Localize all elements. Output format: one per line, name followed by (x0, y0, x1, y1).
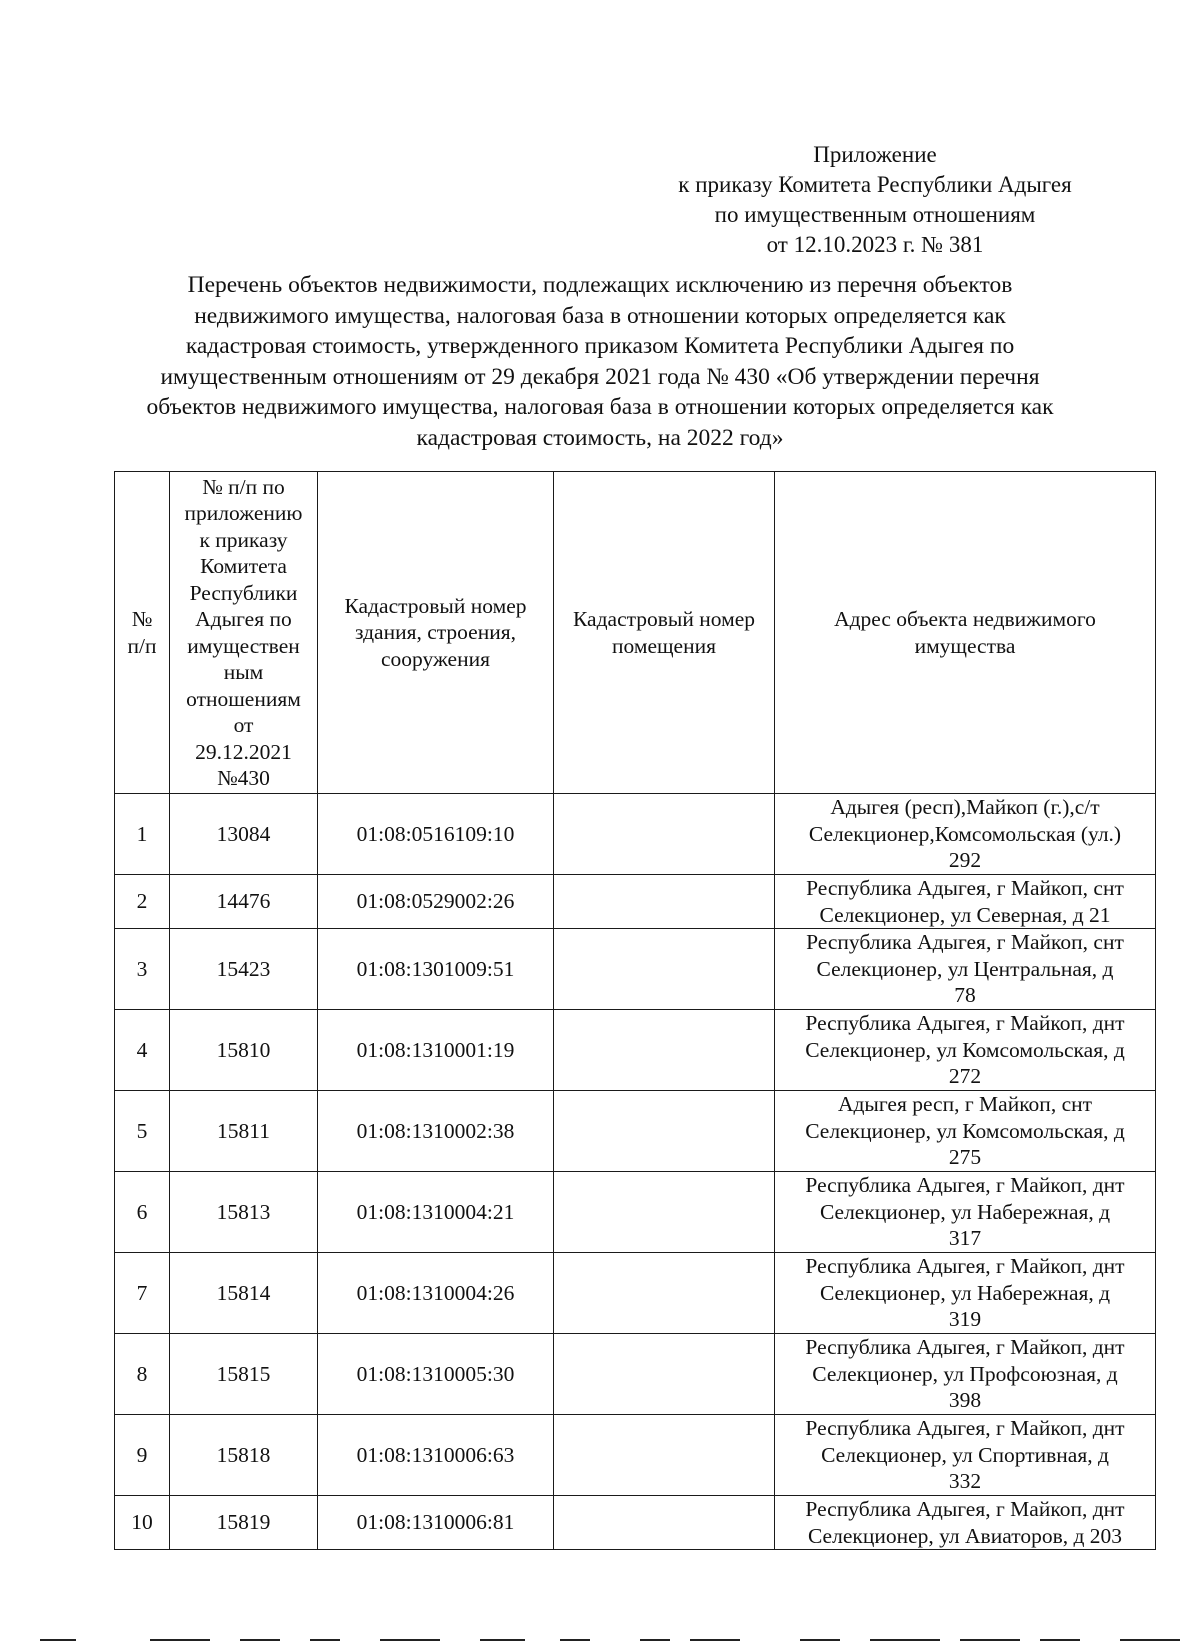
header-text: Республики (189, 580, 298, 605)
table-row (115, 875, 1156, 929)
cell-num: 5 (115, 1091, 170, 1172)
cell-ref: 15811 (170, 1091, 318, 1172)
header-text: здания, строения, (354, 620, 517, 645)
cell-address: Адыгея респ, г Майкоп, снт Селекционер, ул Комсомольская, д 275 (775, 1091, 1156, 1172)
scan-footer-marks (40, 1639, 1180, 1642)
cell-num: 3 (115, 929, 170, 1010)
cell-ref: 15810 (170, 1010, 318, 1091)
cell-building-cadastral: 01:08:1310004:21 (318, 1172, 554, 1253)
cell-ref: 15818 (170, 1415, 318, 1496)
header-text: ным (223, 660, 264, 684)
header-text: к приказу (199, 527, 288, 552)
table-row (115, 1496, 1156, 1550)
cell-address: Республика Адыгея, г Майкоп, снт Селекционер, ул Северная, д 21 (775, 875, 1156, 929)
cell-premises-cadastral (554, 1253, 775, 1334)
cell-address: Республика Адыгея, г Майкоп, днт Селекционер, ул Набережная, д 319 (775, 1253, 1156, 1334)
cell-ref: 15814 (170, 1253, 318, 1334)
table-body (115, 794, 1156, 1550)
cell-num: 6 (115, 1172, 170, 1253)
header-premises-cadastral (554, 472, 775, 794)
property-table (114, 471, 1156, 1550)
appendix-header (640, 140, 1110, 260)
cell-building-cadastral: 01:08:0529002:26 (318, 875, 554, 929)
title-line: недвижимого имущества, налоговая база в отношении которых определяется как (194, 302, 1006, 329)
header-text: п/п (127, 633, 157, 658)
cell-address: Адыгея (респ),Майкоп (г.),с/т Селекционер,Комсомольская (ул.) 292 (775, 794, 1156, 875)
scan-mark (380, 1639, 440, 1641)
header-text: Кадастровый номер (344, 593, 527, 618)
scan-mark (800, 1639, 840, 1641)
header-num (115, 472, 170, 794)
header-building-cadastral (318, 472, 554, 794)
scan-mark (690, 1639, 740, 1641)
scan-mark (150, 1639, 210, 1641)
cell-ref: 15819 (170, 1496, 318, 1550)
cell-num: 4 (115, 1010, 170, 1091)
header-text: Адрес объекта недвижимого (834, 607, 1096, 631)
header-text: Комитета (200, 554, 287, 578)
appendix-line: Приложение (813, 142, 937, 167)
scan-mark (640, 1639, 670, 1641)
title-line: Перечень объектов недвижимости, подлежащих исключению из перечня объектов (187, 272, 1013, 298)
cell-address: Республика Адыгея, г Майкоп, снт Селекционер, ул Центральная, д 78 (775, 929, 1156, 1010)
table-row (115, 1253, 1156, 1334)
title-line: объектов недвижимого имущества, налоговая база в отношении которых определяется как (146, 394, 1054, 420)
header-text: отношениям (186, 686, 301, 711)
cell-address: Республика Адыгея, г Майкоп, днт Селекционер, ул Набережная, д 317 (775, 1172, 1156, 1253)
header-text: помещения (612, 633, 716, 658)
title-line: кадастровая стоимость, утвержденного приказом Комитета Республики Адыгея по (185, 333, 1015, 359)
cell-premises-cadastral (554, 1091, 775, 1172)
cell-ref: 15813 (170, 1172, 318, 1253)
cell-building-cadastral: 01:08:1310005:30 (318, 1334, 554, 1415)
cell-address: Республика Адыгея, г Майкоп, днт Селекционер, ул Комсомольская, д 272 (775, 1010, 1156, 1091)
cell-building-cadastral: 01:08:1310006:81 (318, 1496, 554, 1550)
cell-premises-cadastral (554, 1172, 775, 1253)
scan-mark (960, 1639, 1020, 1641)
header-text: приложению (184, 501, 303, 525)
table-row (115, 929, 1156, 1010)
header-text: № п/п по (202, 474, 285, 499)
appendix-line: по имущественным отношениям (714, 202, 1036, 227)
table-row (115, 1010, 1156, 1091)
cell-premises-cadastral (554, 929, 775, 1010)
header-text: имущества (914, 633, 1016, 658)
cell-building-cadastral: 01:08:1310006:63 (318, 1415, 554, 1496)
header-address (775, 472, 1156, 794)
cell-building-cadastral: 01:08:1310002:38 (318, 1091, 554, 1172)
title-line: имущественным отношениям от 29 декабря 2021 года № 430 «Об утверждении перечня (160, 363, 1040, 390)
cell-address: Республика Адыгея, г Майкоп, днт Селекционер, ул Авиаторов, д 203 (775, 1496, 1156, 1550)
cell-building-cadastral: 01:08:0516109:10 (318, 794, 554, 875)
header-text: сооружения (381, 646, 490, 671)
table-row (115, 1415, 1156, 1496)
header-text: № (131, 607, 153, 631)
cell-num: 10 (115, 1496, 170, 1550)
header-text: от (233, 713, 254, 737)
scan-mark (870, 1639, 940, 1641)
cell-num: 1 (115, 794, 170, 875)
cell-num: 2 (115, 875, 170, 929)
cell-premises-cadastral (554, 875, 775, 929)
cell-premises-cadastral (554, 1415, 775, 1496)
scan-mark (480, 1639, 525, 1641)
scan-mark (240, 1639, 280, 1641)
table-row (115, 1091, 1156, 1172)
appendix-line: к приказу Комитета Республики Адыгея (678, 172, 1072, 197)
cell-building-cadastral: 01:08:1301009:51 (318, 929, 554, 1010)
scan-mark (1120, 1639, 1180, 1641)
cell-num: 9 (115, 1415, 170, 1496)
title-line: кадастровая стоимость, на 2022 год» (416, 424, 784, 451)
cell-address: Республика Адыгея, г Майкоп, днт Селекционер, ул Профсоюзная, д 398 (775, 1334, 1156, 1415)
header-ref (170, 472, 318, 794)
cell-building-cadastral: 01:08:1310004:26 (318, 1253, 554, 1334)
scan-mark (40, 1639, 76, 1641)
scan-mark (1040, 1639, 1080, 1641)
cell-premises-cadastral (554, 1334, 775, 1415)
document-title (60, 270, 1140, 453)
header-text: имуществен (187, 633, 300, 658)
cell-address: Республика Адыгея, г Майкоп, днт Селекционер, ул Спортивная, д 332 (775, 1415, 1156, 1496)
cell-premises-cadastral (554, 1010, 775, 1091)
table-row (115, 1172, 1156, 1253)
table-row (115, 794, 1156, 875)
header-text: Кадастровый номер (572, 607, 755, 631)
cell-num: 7 (115, 1253, 170, 1334)
appendix-line: от 12.10.2023 г. № 381 (766, 232, 984, 257)
table-header-row (115, 472, 1156, 794)
scan-mark (310, 1639, 340, 1641)
header-text: Адыгея по (195, 607, 292, 631)
cell-ref: 15815 (170, 1334, 318, 1415)
cell-ref: 14476 (170, 875, 318, 929)
header-text: №430 (217, 766, 270, 790)
cell-premises-cadastral (554, 1496, 775, 1550)
scan-mark (560, 1639, 590, 1641)
cell-ref: 15423 (170, 929, 318, 1010)
cell-premises-cadastral (554, 794, 775, 875)
cell-ref: 13084 (170, 794, 318, 875)
cell-num: 8 (115, 1334, 170, 1415)
table-row (115, 1334, 1156, 1415)
header-text: 29.12.2021 (195, 739, 292, 764)
cell-building-cadastral: 01:08:1310001:19 (318, 1010, 554, 1091)
